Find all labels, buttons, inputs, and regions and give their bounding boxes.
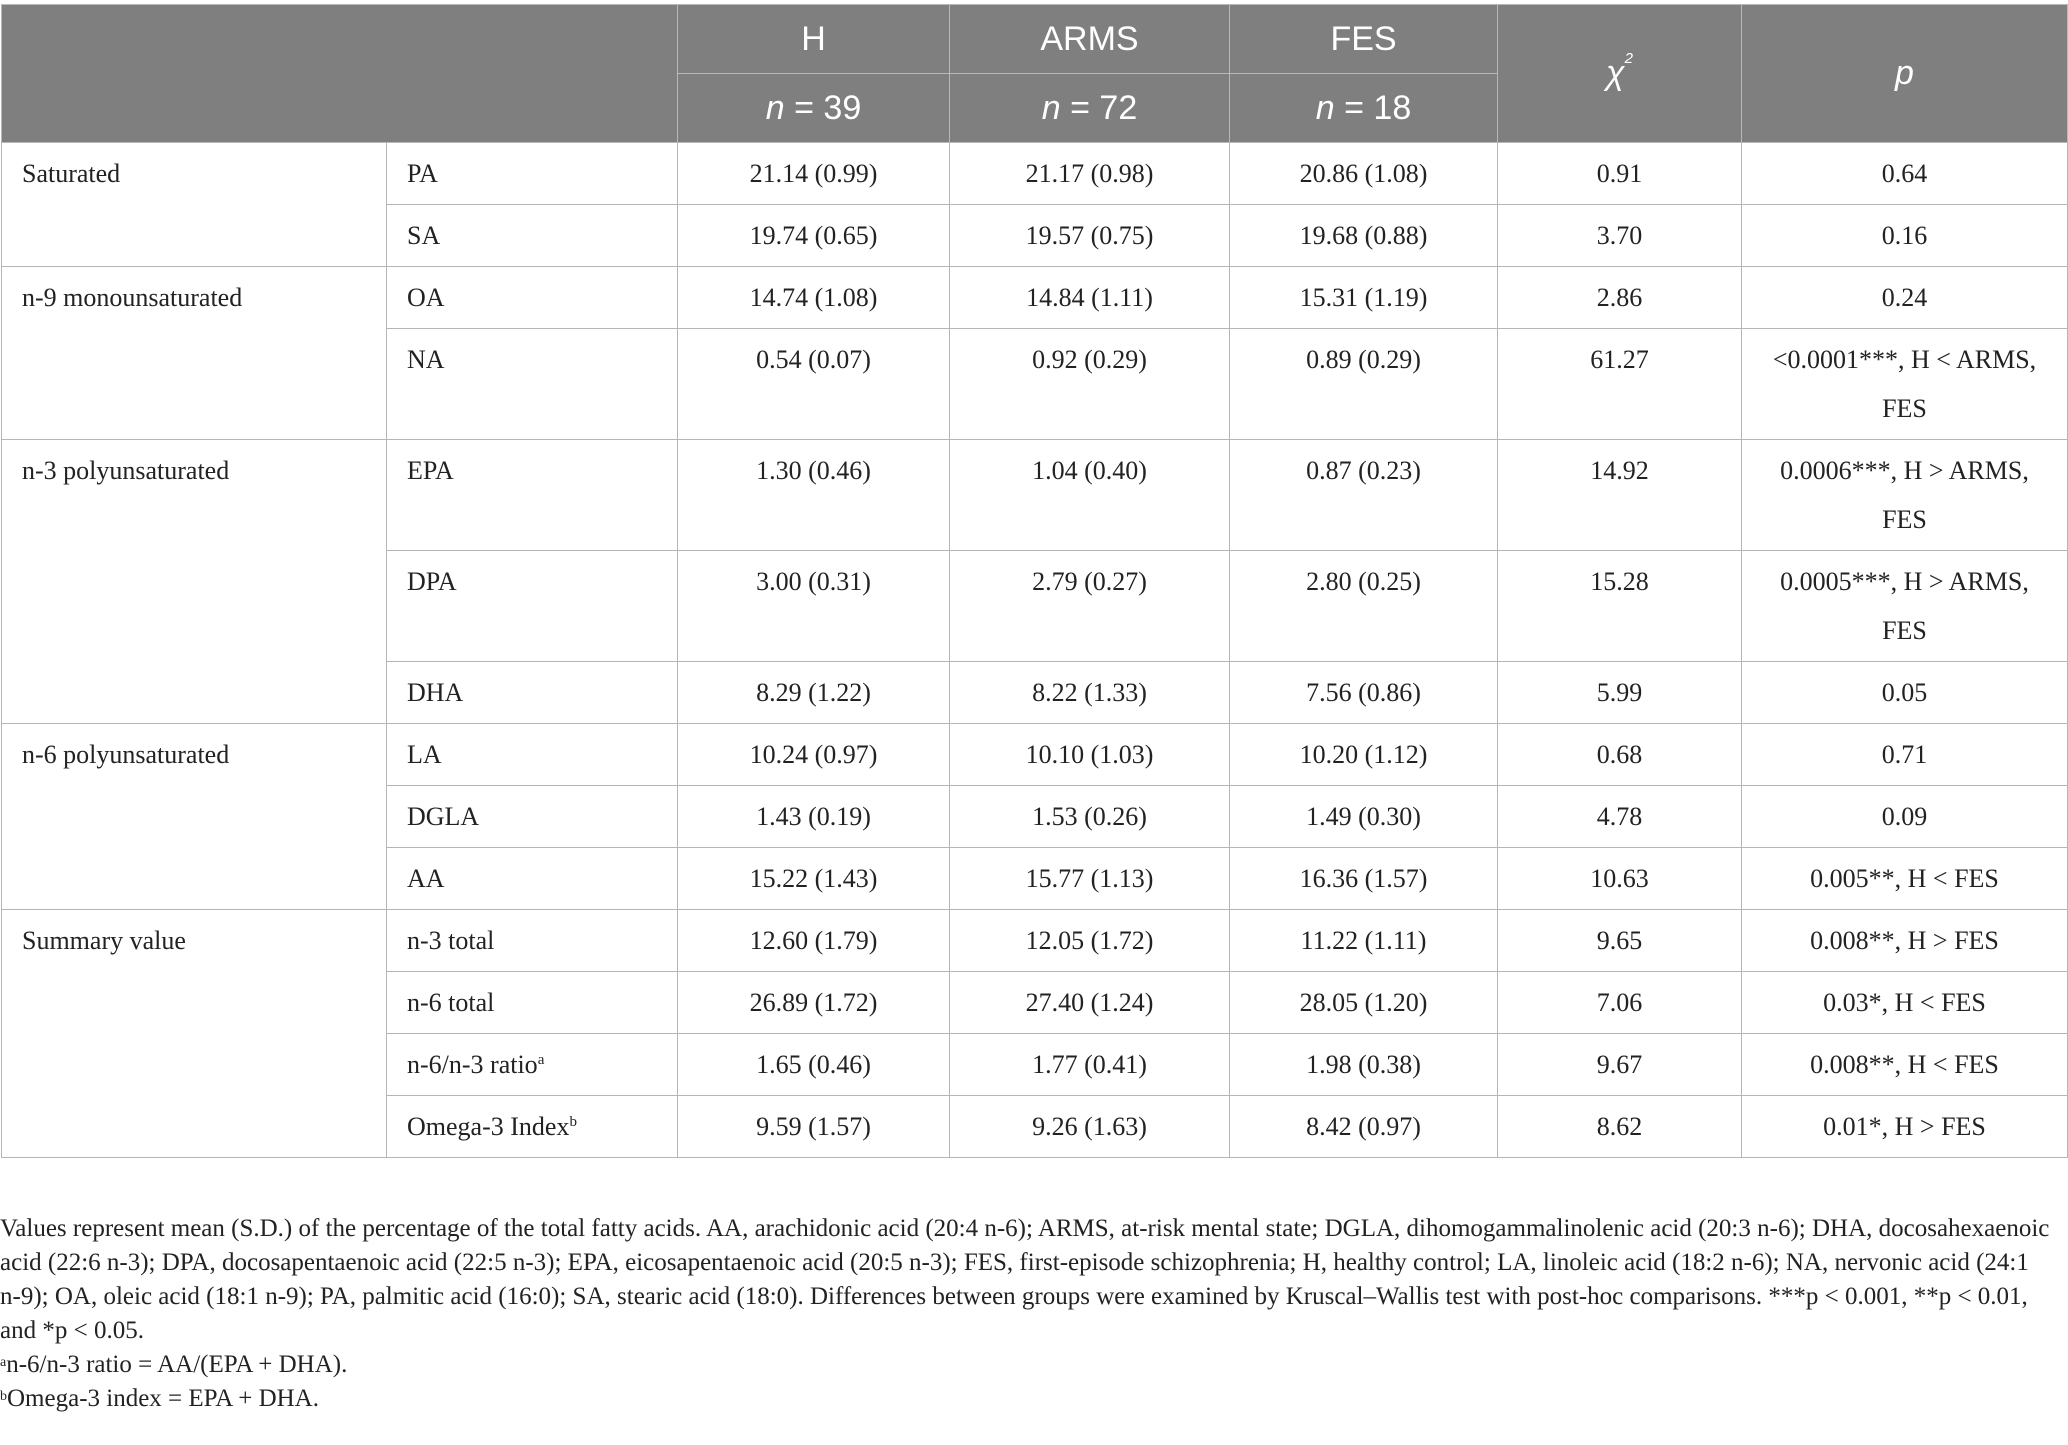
table-header xyxy=(2,5,2068,143)
value-cell-p: 0.0006***, H > ARMS, FES xyxy=(1742,440,2068,551)
value-cell-fes: 11.22 (1.11) xyxy=(1230,910,1498,972)
acid-cell xyxy=(387,848,678,910)
value-cell-chi: 8.62 xyxy=(1498,1096,1742,1158)
value-cell-chi: 10.63 xyxy=(1498,848,1742,910)
value-cell-fes: 0.87 (0.23) xyxy=(1230,440,1498,551)
category-cell: n-9 monounsaturated xyxy=(2,267,387,440)
header-group-fes: FES xyxy=(1230,5,1498,74)
value-cell-fes: 0.89 (0.29) xyxy=(1230,329,1498,440)
value-cell-p: 0.24 xyxy=(1742,267,2068,329)
acid-label: OA xyxy=(407,283,445,312)
value-cell-arms: 21.17 (0.98) xyxy=(950,143,1230,205)
value-cell-chi: 61.27 xyxy=(1498,329,1742,440)
value-cell-arms: 14.84 (1.11) xyxy=(950,267,1230,329)
value-cell-fes: 19.68 (0.88) xyxy=(1230,205,1498,267)
acid-cell xyxy=(387,910,678,972)
value-cell-h: 3.00 (0.31) xyxy=(678,551,950,662)
value-cell-chi: 0.91 xyxy=(1498,143,1742,205)
value-cell-chi: 14.92 xyxy=(1498,440,1742,551)
footnote-marker: a xyxy=(537,1052,545,1068)
value-cell-h: 14.74 (1.08) xyxy=(678,267,950,329)
value-cell-h: 12.60 (1.79) xyxy=(678,910,950,972)
value-cell-p: 0.008**, H < FES xyxy=(1742,1034,2068,1096)
value-cell-p: 0.0005***, H > ARMS, FES xyxy=(1742,551,2068,662)
value-cell-fes: 1.98 (0.38) xyxy=(1230,1034,1498,1096)
acid-label: n-6 total xyxy=(407,988,495,1017)
value-cell-h: 26.89 (1.72) xyxy=(678,972,950,1034)
header-chi-square xyxy=(1498,5,1742,143)
acid-label: LA xyxy=(407,740,442,769)
notes-main: Values represent mean (S.D.) of the percentage of the total fatty acids. AA, arachidonic acid (20:4 n-6); ARMS, at-risk mental state; DGLA, dihomogammalinolenic acid (20:3 n-6); DHA, docosahexaenoic acid (22:6 n-3); DPA, docosapentaenoic acid (22:5 n-3); EPA, eicosapentaenoic acid (20:5 n-3); FES, first-episode schizophrenia; H, healthy control; LA, linoleic acid (18:2 n-6); NA, nervonic acid (24:1 n-9); OA, oleic acid (18:1 n-9); PA, palmitic acid (16:0); SA, stearic acid (18:0). Differences between groups were examined by Kruscal–Wallis test with post-hoc comparisons. ***p < 0.001, **p < 0.01, and *p < 0.05. xyxy=(0,1215,2050,1344)
value-cell-p: 0.05 xyxy=(1742,662,2068,724)
header-n-arms: n = 72 xyxy=(950,74,1230,143)
header-blank xyxy=(2,5,678,143)
acid-cell xyxy=(387,724,678,786)
value-cell-fes: 8.42 (0.97) xyxy=(1230,1096,1498,1158)
value-cell-arms: 15.77 (1.13) xyxy=(950,848,1230,910)
value-cell-arms: 1.53 (0.26) xyxy=(950,786,1230,848)
acid-label: Omega-3 Index xyxy=(407,1112,570,1141)
table-body xyxy=(2,143,2068,1158)
footnote-marker: b xyxy=(569,1114,577,1130)
acid-label: AA xyxy=(407,864,445,893)
value-cell-fes: 20.86 (1.08) xyxy=(1230,143,1498,205)
acid-label: n-3 total xyxy=(407,926,495,955)
header-p: p xyxy=(1742,5,2068,143)
acid-cell xyxy=(387,972,678,1034)
value-cell-p: 0.16 xyxy=(1742,205,2068,267)
value-cell-arms: 1.04 (0.40) xyxy=(950,440,1230,551)
value-cell-chi: 2.86 xyxy=(1498,267,1742,329)
acid-label: DHA xyxy=(407,678,464,707)
chi-superscript: 2 xyxy=(1624,50,1633,67)
value-cell-h: 19.74 (0.65) xyxy=(678,205,950,267)
chi-symbol: χ xyxy=(1606,54,1625,92)
value-cell-arms: 9.26 (1.63) xyxy=(950,1096,1230,1158)
header-group-h: H xyxy=(678,5,950,74)
value-cell-h: 21.14 (0.99) xyxy=(678,143,950,205)
acid-cell xyxy=(387,267,678,329)
value-cell-chi: 9.67 xyxy=(1498,1034,1742,1096)
acid-cell xyxy=(387,551,678,662)
acid-cell xyxy=(387,205,678,267)
table-row xyxy=(2,440,2068,551)
category-cell: Summary value xyxy=(2,910,387,1158)
value-cell-h: 15.22 (1.43) xyxy=(678,848,950,910)
acid-label: n-6/n-3 ratio xyxy=(407,1050,538,1079)
value-cell-fes: 16.36 (1.57) xyxy=(1230,848,1498,910)
fatty-acid-table xyxy=(1,4,2068,1158)
value-cell-chi: 7.06 xyxy=(1498,972,1742,1034)
table-notes xyxy=(0,1212,2050,1416)
table-row xyxy=(2,143,2068,205)
acid-label: PA xyxy=(407,159,438,188)
acid-cell xyxy=(387,440,678,551)
acid-cell xyxy=(387,786,678,848)
value-cell-fes: 1.49 (0.30) xyxy=(1230,786,1498,848)
header-group-arms: ARMS xyxy=(950,5,1230,74)
acid-cell xyxy=(387,143,678,205)
value-cell-fes: 7.56 (0.86) xyxy=(1230,662,1498,724)
category-cell: n-3 polyunsaturated xyxy=(2,440,387,724)
value-cell-p: 0.008**, H > FES xyxy=(1742,910,2068,972)
value-cell-p: 0.64 xyxy=(1742,143,2068,205)
value-cell-h: 1.30 (0.46) xyxy=(678,440,950,551)
table-row xyxy=(2,724,2068,786)
value-cell-h: 9.59 (1.57) xyxy=(678,1096,950,1158)
value-cell-arms: 27.40 (1.24) xyxy=(950,972,1230,1034)
acid-cell xyxy=(387,1096,678,1158)
value-cell-h: 1.43 (0.19) xyxy=(678,786,950,848)
table-row xyxy=(2,910,2068,972)
value-cell-p: <0.0001***, H < ARMS, FES xyxy=(1742,329,2068,440)
value-cell-fes: 15.31 (1.19) xyxy=(1230,267,1498,329)
value-cell-fes: 28.05 (1.20) xyxy=(1230,972,1498,1034)
acid-label: DPA xyxy=(407,567,457,596)
value-cell-arms: 12.05 (1.72) xyxy=(950,910,1230,972)
value-cell-p: 0.03*, H < FES xyxy=(1742,972,2068,1034)
value-cell-chi: 3.70 xyxy=(1498,205,1742,267)
value-cell-chi: 4.78 xyxy=(1498,786,1742,848)
value-cell-arms: 0.92 (0.29) xyxy=(950,329,1230,440)
value-cell-p: 0.71 xyxy=(1742,724,2068,786)
value-cell-h: 1.65 (0.46) xyxy=(678,1034,950,1096)
footnote-a: $^a$n-6/n-3 ratio = AA/(EPA + DHA). xyxy=(0,1351,348,1378)
acid-cell xyxy=(387,329,678,440)
value-cell-fes: 2.80 (0.25) xyxy=(1230,551,1498,662)
value-cell-h: 0.54 (0.07) xyxy=(678,329,950,440)
value-cell-fes: 10.20 (1.12) xyxy=(1230,724,1498,786)
value-cell-p: 0.09 xyxy=(1742,786,2068,848)
value-cell-chi: 5.99 xyxy=(1498,662,1742,724)
value-cell-chi: 0.68 xyxy=(1498,724,1742,786)
value-cell-h: 10.24 (0.97) xyxy=(678,724,950,786)
value-cell-chi: 15.28 xyxy=(1498,551,1742,662)
footnote-b: $^b$Omega-3 index = EPA + DHA. xyxy=(0,1385,319,1412)
acid-label: SA xyxy=(407,221,441,250)
value-cell-arms: 2.79 (0.27) xyxy=(950,551,1230,662)
acid-cell xyxy=(387,1034,678,1096)
table-row xyxy=(2,267,2068,329)
acid-label: EPA xyxy=(407,456,454,485)
category-cell: Saturated xyxy=(2,143,387,267)
value-cell-arms: 1.77 (0.41) xyxy=(950,1034,1230,1096)
acid-label: DGLA xyxy=(407,802,480,831)
value-cell-arms: 19.57 (0.75) xyxy=(950,205,1230,267)
header-n-fes: n = 18 xyxy=(1230,74,1498,143)
acid-cell xyxy=(387,662,678,724)
header-n-h: n = 39 xyxy=(678,74,950,143)
acid-label: NA xyxy=(407,345,445,374)
value-cell-p: 0.005**, H < FES xyxy=(1742,848,2068,910)
value-cell-h: 8.29 (1.22) xyxy=(678,662,950,724)
value-cell-p: 0.01*, H > FES xyxy=(1742,1096,2068,1158)
value-cell-chi: 9.65 xyxy=(1498,910,1742,972)
category-cell: n-6 polyunsaturated xyxy=(2,724,387,910)
value-cell-arms: 10.10 (1.03) xyxy=(950,724,1230,786)
value-cell-arms: 8.22 (1.33) xyxy=(950,662,1230,724)
